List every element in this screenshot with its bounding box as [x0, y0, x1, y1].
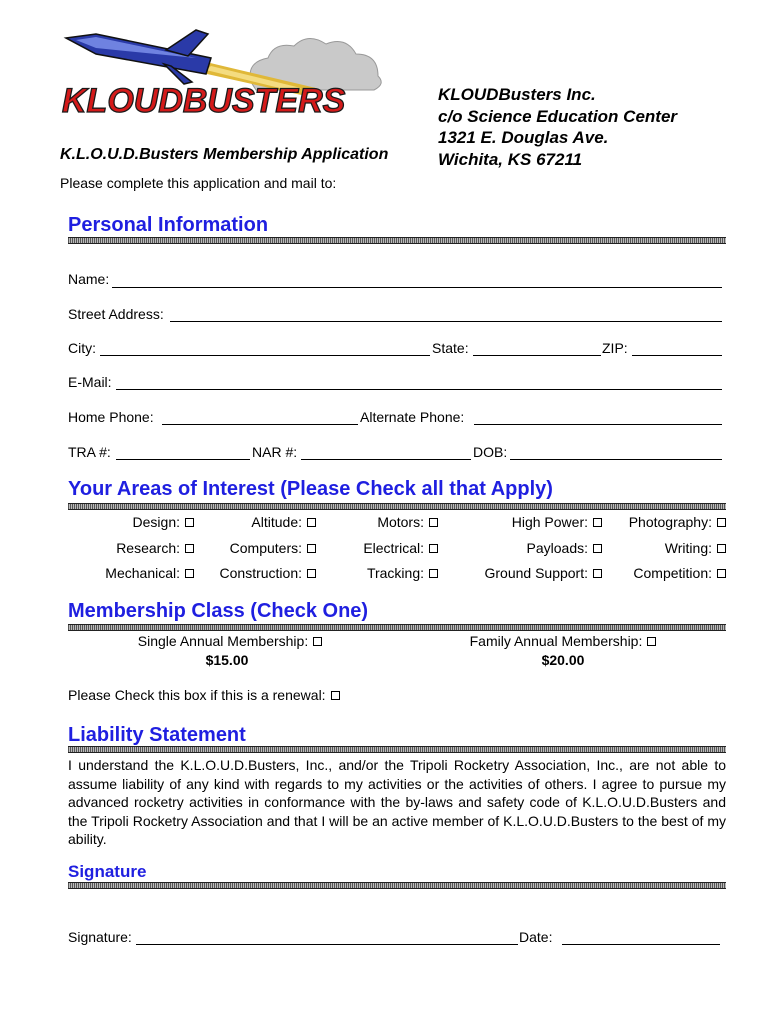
section-divider	[68, 624, 726, 631]
interest-label: Writing:	[664, 540, 712, 556]
renewal-option[interactable]	[68, 687, 340, 703]
interest-label: High Power:	[511, 514, 588, 530]
interest-mechanical[interactable]	[70, 565, 194, 581]
interest-construction[interactable]	[200, 565, 316, 581]
section-divider	[68, 503, 726, 510]
single-membership-price: $15.00	[205, 652, 249, 668]
checkbox[interactable]	[185, 544, 194, 553]
membership-heading: Membership Class (Check One)	[68, 600, 369, 622]
checkbox[interactable]	[593, 518, 602, 527]
interest-computers[interactable]	[200, 540, 316, 556]
checkbox[interactable]	[647, 637, 656, 646]
personal-info-heading: Personal Information	[68, 214, 269, 236]
interest-writing[interactable]	[604, 540, 726, 556]
street-field[interactable]	[170, 321, 722, 322]
interest-label: Research:	[116, 540, 180, 556]
checkbox[interactable]	[307, 569, 316, 578]
interest-label: Tracking:	[366, 565, 424, 581]
logo-wordmark: KLOUDBUSTERS	[62, 82, 346, 120]
family-membership-price: $20.00	[541, 652, 585, 668]
interest-label: Photography:	[628, 514, 712, 530]
tra-field[interactable]	[116, 459, 250, 460]
city-field[interactable]	[100, 355, 430, 356]
interest-motors[interactable]	[320, 514, 438, 530]
date-label: Date:	[519, 929, 553, 945]
home-phone-field[interactable]	[162, 424, 358, 425]
nar-field[interactable]	[301, 459, 471, 460]
kloudbusters-logo	[56, 24, 396, 128]
interest-label: Mechanical:	[105, 565, 180, 581]
interest-tracking[interactable]	[320, 565, 438, 581]
state-field[interactable]	[473, 355, 601, 356]
dob-field[interactable]	[510, 459, 722, 460]
checkbox[interactable]	[331, 691, 340, 700]
section-divider	[68, 237, 726, 244]
address-line: 1321 E. Douglas Ave.	[438, 128, 609, 147]
interest-photography[interactable]	[604, 514, 726, 530]
liability-heading: Liability Statement	[68, 724, 246, 746]
interest-label: Payloads:	[526, 540, 588, 556]
dob-label: DOB:	[473, 444, 508, 460]
interest-label: Computers:	[229, 540, 302, 556]
checkbox[interactable]	[307, 518, 316, 527]
family-membership-option[interactable]	[430, 633, 696, 649]
checkbox[interactable]	[717, 544, 726, 553]
checkbox[interactable]	[185, 569, 194, 578]
nar-label: NAR #:	[252, 444, 298, 460]
checkbox[interactable]	[717, 518, 726, 527]
name-label: Name:	[68, 271, 110, 287]
single-membership-option[interactable]	[100, 633, 360, 649]
mailing-address	[438, 84, 677, 170]
interest-label: Competition:	[633, 565, 712, 581]
alt-phone-label: Alternate Phone:	[360, 409, 465, 425]
street-label: Street Address:	[68, 306, 164, 322]
checkbox[interactable]	[429, 544, 438, 553]
home-phone-label: Home Phone:	[68, 409, 154, 425]
interest-ground-support[interactable]	[450, 565, 602, 581]
section-divider	[68, 882, 726, 889]
date-field[interactable]	[562, 944, 720, 945]
interest-high-power[interactable]	[450, 514, 602, 530]
email-field[interactable]	[116, 389, 722, 390]
city-label: City:	[68, 340, 96, 356]
checkbox[interactable]	[429, 569, 438, 578]
interest-label: Construction:	[219, 565, 302, 581]
alt-phone-field[interactable]	[474, 424, 722, 425]
checkbox[interactable]	[313, 637, 322, 646]
liability-text: I understand the K.L.O.U.D.Busters, Inc., and/or the Tripoli Rocketry Association, Inc., are not able to assume liability of any kind with regards to my activities or the activities of others. I agree to pursue my advanced rocketry activities in conformance with the by-laws and safety code of K.L.O.U.D.Busters and the Tripoli Rocketry Association and that I will be an active member of K.L.O.U.D.Busters to the best of my ability.	[68, 757, 726, 847]
zip-field[interactable]	[632, 355, 722, 356]
signature-heading: Signature	[68, 862, 147, 881]
signature-label: Signature:	[68, 929, 132, 945]
interest-payloads[interactable]	[450, 540, 602, 556]
renewal-label: Please Check this box if this is a renewal:	[68, 687, 326, 703]
interest-altitude[interactable]	[200, 514, 316, 530]
zip-label: ZIP:	[602, 340, 628, 356]
email-label: E-Mail:	[68, 374, 112, 390]
checkbox[interactable]	[593, 544, 602, 553]
interest-label: Motors:	[377, 514, 424, 530]
interest-research[interactable]	[70, 540, 194, 556]
tra-label: TRA #:	[68, 444, 111, 460]
form-subtitle: K.L.O.U.D.Busters Membership Application	[60, 146, 389, 163]
interest-design[interactable]	[70, 514, 194, 530]
interest-label: Altitude:	[251, 514, 302, 530]
single-membership-label: Single Annual Membership:	[137, 633, 309, 649]
interests-heading: Your Areas of Interest (Please Check all that Apply)	[68, 478, 553, 500]
name-field[interactable]	[112, 287, 722, 288]
state-label: State:	[432, 340, 469, 356]
section-divider	[68, 746, 726, 753]
interest-label: Design:	[132, 514, 180, 530]
interest-competition[interactable]	[604, 565, 726, 581]
mail-instructions: Please complete this application and mail to:	[60, 175, 337, 191]
interest-label: Ground Support:	[484, 565, 588, 581]
checkbox[interactable]	[429, 518, 438, 527]
interest-electrical[interactable]	[320, 540, 438, 556]
checkbox[interactable]	[185, 518, 194, 527]
interest-label: Electrical:	[363, 540, 424, 556]
address-line: KLOUDBusters Inc.	[438, 85, 596, 104]
checkbox[interactable]	[593, 569, 602, 578]
checkbox[interactable]	[307, 544, 316, 553]
address-line: Wichita, KS 67211	[438, 149, 583, 169]
signature-field[interactable]	[136, 944, 518, 945]
family-membership-label: Family Annual Membership:	[469, 633, 643, 649]
checkbox[interactable]	[717, 569, 726, 578]
address-line: c/o Science Education Center	[438, 106, 678, 126]
